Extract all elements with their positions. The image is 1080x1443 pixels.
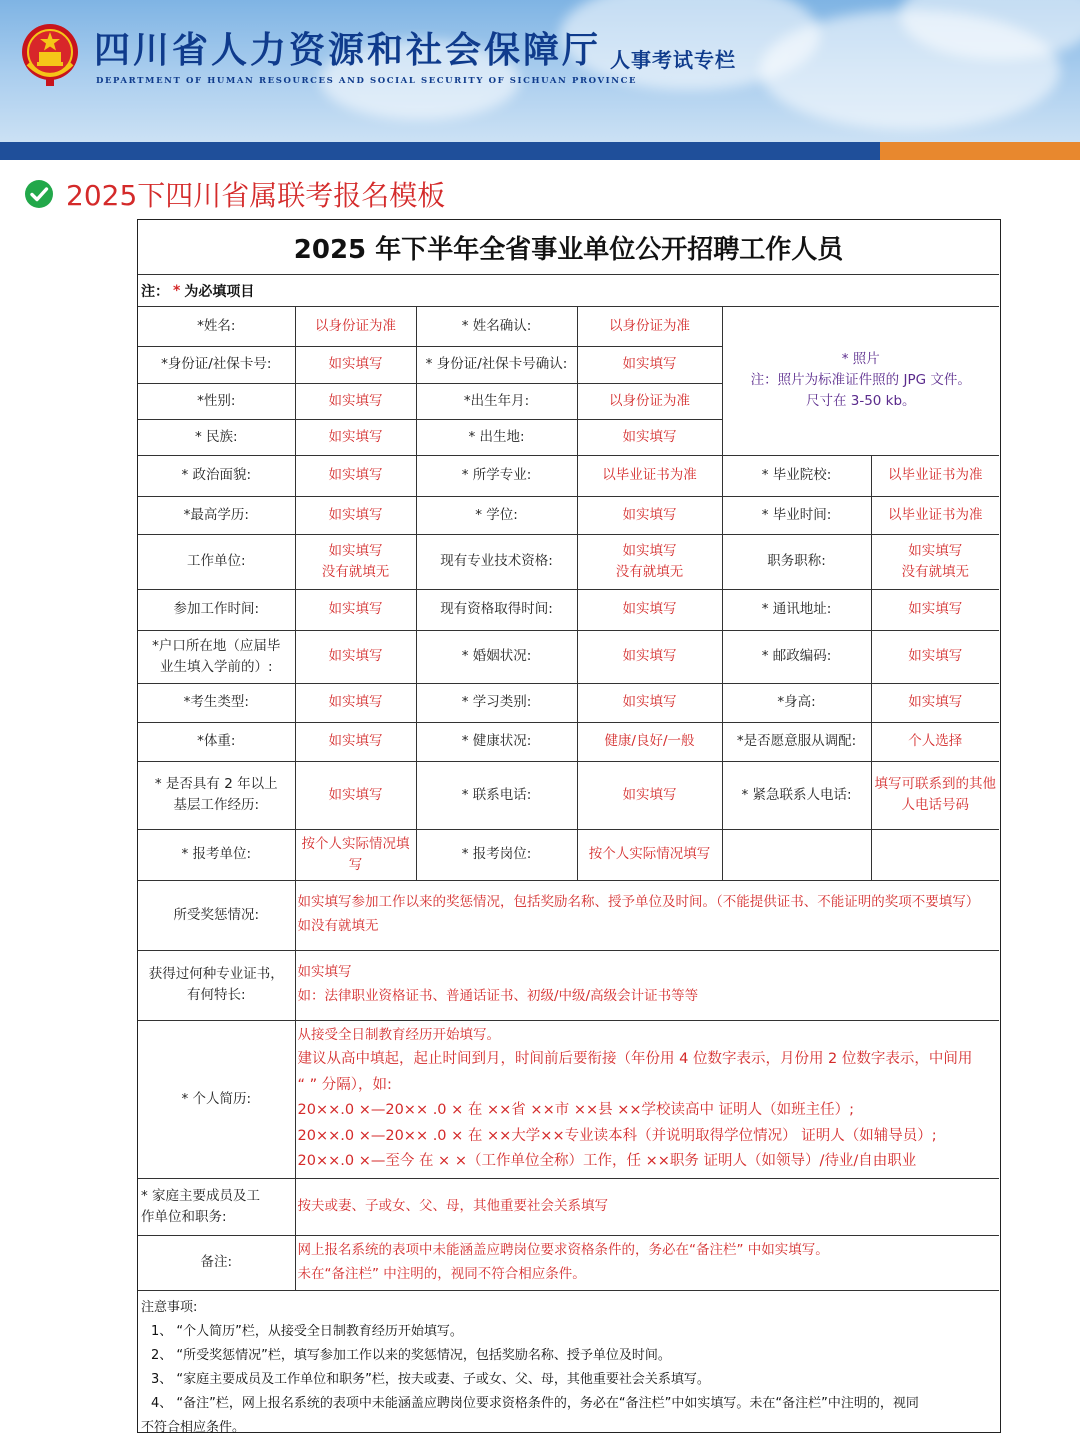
candidate-type-label: *考生类型: [138,683,295,722]
notes-title: 注意事项: [141,1300,198,1315]
awards-label: 所受奖惩情况: [138,880,295,950]
grassroots-label-line1: * 是否具有 2 年以上 [154,776,278,793]
work-start-label: 参加工作时间: [138,589,295,630]
marital-field[interactable]: 如实填写 [577,630,722,683]
apply-unit-hint-2: 写 [348,856,363,873]
name-confirm-field[interactable]: 以身份证为准 [577,307,722,346]
department-name: 四川省人力资源和社会保障厅 [94,29,602,71]
table-row [138,630,999,683]
certificates-label [138,950,295,1020]
table-row [138,1020,999,1178]
resume-label: * 个人简历: [138,1020,295,1178]
form-table [138,307,999,1291]
ethnicity-field[interactable]: 如实填写 [295,419,416,455]
certificates-hint-2: 如：法律职业资格证书、普通话证书、初级/中级/高级会计证书等等 [297,988,699,1004]
grassroots-label-line2: 基层工作经历: [173,797,260,813]
table-row [138,307,999,346]
birth-field[interactable]: 以身份证为准 [577,383,722,419]
apply-unit-label: * 报考单位: [138,829,295,880]
family-hint: 按夫或妻、子或女、父、母，其他重要社会关系填写 [297,1197,608,1214]
empty-cell [871,829,999,880]
hukou-field[interactable]: 如实填写 [295,630,416,683]
page-title: 2025下四川省属联考报名模板 [66,179,446,212]
postcode-label: * 邮政编码: [722,630,871,683]
id-confirm-field[interactable]: 如实填写 [577,346,722,383]
school-label: * 毕业院校: [722,455,871,496]
table-row [138,496,999,534]
awards-hint: 如实填写参加工作以来的奖惩情况，包括奖励名称、授予单位及时间。（不能提供证书、不能证明的奖项不要填写） [297,894,980,911]
sex-field[interactable]: 如实填写 [295,383,416,419]
graduation-field[interactable]: 以毕业证书为准 [871,496,999,534]
health-label: * 健康状况: [416,722,577,761]
employer-field[interactable] [295,534,416,589]
note-item: 2、 “所受奖惩情况”栏，填写参加工作以来的奖惩情况，包括奖励名称、授予单位及时间。 [151,1347,671,1363]
name-confirm-label: * 姓名确认: [416,307,577,346]
table-row [138,1178,999,1235]
ethnicity-label: * 民族: [138,419,295,455]
table-row [138,880,999,950]
emergency-phone-hint: 填写可联系到的其他 [874,776,996,793]
employer-hint: 如实填写 [328,542,383,559]
header-banner [0,0,1080,160]
study-type-field[interactable]: 如实填写 [577,683,722,722]
health-field[interactable]: 健康/良好/一般 [577,722,722,761]
qualification-label: 现有专业技术资格: [416,534,577,589]
degree-field[interactable]: 如实填写 [577,496,722,534]
adjustment-label: *是否愿意服从调配: [722,722,871,761]
table-row [138,950,999,1020]
degree-label: * 学位: [416,496,577,534]
required-star-icon: * [173,282,181,299]
school-field[interactable]: 以毕业证书为准 [871,455,999,496]
resume-example-2: 20××.0 ×—20×× .0 × 在 ××大学××专业读本科（并说明取得学位情况） 证明人（如辅导员）; [297,1127,937,1144]
major-field[interactable]: 以毕业证书为准 [577,455,722,496]
sex-label: *性别: [138,383,295,419]
qualification-date-label: 现有资格取得时间: [416,589,577,630]
major-label: * 所学专业: [416,455,577,496]
emergency-phone-hint-2: 人电话号码 [901,797,969,813]
apply-post-field[interactable]: 按个人实际情况填写 [577,829,722,880]
certificates-field[interactable] [295,950,999,1020]
check-circle-icon [24,179,54,209]
qualification-hint: 如实填写 [622,542,677,559]
note-item: 4、 “备注”栏，网上报名系统的表项中未能涵盖应聘岗位要求资格条件的，务必在“备注栏”中如实填写。未在“备注栏”中注明的，视同 [151,1395,919,1411]
remark-label: 备注: [138,1235,295,1290]
photo-size-note: 尺寸在 3-50 kb。 [805,393,916,410]
page-heading [24,176,445,212]
emergency-phone-field[interactable] [871,761,999,829]
job-title-field[interactable] [871,534,999,589]
apply-unit-hint: 按个人实际情况填 [301,835,410,852]
id-field[interactable]: 如实填写 [295,346,416,383]
weight-field[interactable]: 如实填写 [295,722,416,761]
weight-label: *体重: [138,722,295,761]
height-label: *身高: [722,683,871,722]
study-type-label: * 学习类别: [416,683,577,722]
resume-hint-2: 建议从高中填起，起止时间到月，时间前后要衔接（年份用 4 位数字表示，月份用 2 位数字表示，中间用 [297,1051,973,1068]
postcode-field[interactable]: 如实填写 [871,630,999,683]
job-title-hint-2: 没有就填无 [901,563,969,580]
section-name: 人事考试专栏 [610,48,736,72]
family-label [138,1178,295,1235]
table-row [138,589,999,630]
employer-hint-2: 没有就填无 [321,563,390,580]
awards-hint-2: 如没有就填无 [297,918,379,934]
birth-label: *出生年月: [416,383,577,419]
hukou-label [138,630,295,683]
photo-note: 注：照片为标准证件照的 JPG 文件。 [750,372,971,389]
resume-example-3: 20××.0 ×—至今 在 × ×（工作单位全称）工作，任 ××职务 证明人（如领导）/待业/自由职业 [297,1152,917,1169]
qualification-field[interactable] [577,534,722,589]
id-confirm-label: * 身份证/社保卡号确认: [416,346,577,383]
form-title: 2025 年下半年全省事业单位公开招聘工作人员 [138,220,999,275]
address-field[interactable]: 如实填写 [871,589,999,630]
apply-unit-field[interactable] [295,829,416,880]
qualification-date-field[interactable]: 如实填写 [577,589,722,630]
empty-cell [722,829,871,880]
id-label: *身份证/社保卡号: [138,346,295,383]
required-note-text: 为必填项目 [184,283,255,300]
apply-post-label: * 报考岗位: [416,829,577,880]
department-name-en: DEPARTMENT OF HUMAN RESOURCES AND SOCIAL SECURITY OF SICHUAN PROVINCE [96,76,638,86]
required-note [138,275,999,307]
resume-field[interactable] [295,1020,999,1178]
remark-hint-2: 未在“备注栏” 中注明的，视同不符合相应条件。 [297,1265,586,1282]
hukou-label-line1: *户口所在地（应届毕 [152,637,281,654]
job-title-hint: 如实填写 [908,542,963,559]
table-row [138,761,999,829]
remark-field[interactable] [295,1235,999,1290]
phone-label: * 联系电话: [416,761,577,829]
address-label: * 通讯地址: [722,589,871,630]
family-field[interactable] [295,1178,999,1235]
resume-hint-1: 从接受全日制教育经历开始填写。 [297,1026,500,1043]
table-row [138,829,999,880]
notes-section [138,1294,999,1441]
banner-stripe-accent [880,142,1080,160]
note-item: 1、 “个人简历”栏，从接受全日制教育经历开始填写。 [151,1323,463,1339]
registration-form-sheet [137,219,1001,1433]
note-item-continued: 不符合相应条件。 [141,1419,246,1435]
political-field[interactable]: 如实填写 [295,455,416,496]
national-emblem-icon [20,22,80,88]
required-note-prefix: 注： [141,283,169,300]
resume-hint-3: “ ” 分隔），如: [297,1076,392,1093]
certificates-label-line2: 有何特长: [186,987,246,1003]
remark-hint: 网上报名系统的表项中未能涵盖应聘岗位要求资格条件的，务必在“备注栏” 中如实填写。 [297,1241,829,1258]
adjustment-field[interactable]: 个人选择 [871,722,999,761]
candidate-type-field[interactable]: 如实填写 [295,683,416,722]
table-row [138,1235,999,1290]
birthplace-label: * 出生地: [416,419,577,455]
name-field[interactable]: 以身份证为准 [295,307,416,346]
table-row [138,534,999,589]
resume-example-1: 20××.0 ×—20×× .0 × 在 ××省 ××市 ××县 ××学校读高中 证明人（如班主任）; [297,1102,855,1119]
hukou-label-line2: 业生填入学前的）: [159,658,273,675]
education-label: *最高学历: [138,496,295,534]
certificates-label-line1: 获得过何种专业证书， [148,966,284,983]
photo-upload-area[interactable] [722,307,999,455]
work-start-field[interactable]: 如实填写 [295,589,416,630]
grassroots-field[interactable]: 如实填写 [295,761,416,829]
job-title-label: 职务职称: [722,534,871,589]
education-field[interactable]: 如实填写 [295,496,416,534]
phone-field[interactable]: 如实填写 [577,761,722,829]
table-row [138,722,999,761]
family-label-line2: 作单位和职务: [141,1208,227,1225]
photo-label: * 照片 [841,351,880,368]
employer-label: 工作单位: [138,534,295,589]
name-label: *姓名: [138,307,295,346]
note-item: 3、 “家庭主要成员及工作单位和职务”栏，按夫或妻、子或女、父、母，其他重要社会关系填写。 [151,1371,710,1387]
marital-label: * 婚姻状况: [416,630,577,683]
birthplace-field[interactable]: 如实填写 [577,419,722,455]
emergency-phone-label: * 紧急联系人电话: [722,761,871,829]
qualification-hint-2: 没有就填无 [615,563,684,580]
graduation-label: * 毕业时间: [722,496,871,534]
table-row [138,455,999,496]
table-row [138,683,999,722]
awards-field[interactable] [295,880,999,950]
height-field[interactable]: 如实填写 [871,683,999,722]
grassroots-label [138,761,295,829]
certificates-hint: 如实填写 [297,964,352,981]
family-label-line1: * 家庭主要成员及工 [141,1187,261,1204]
political-label: * 政治面貌: [138,455,295,496]
